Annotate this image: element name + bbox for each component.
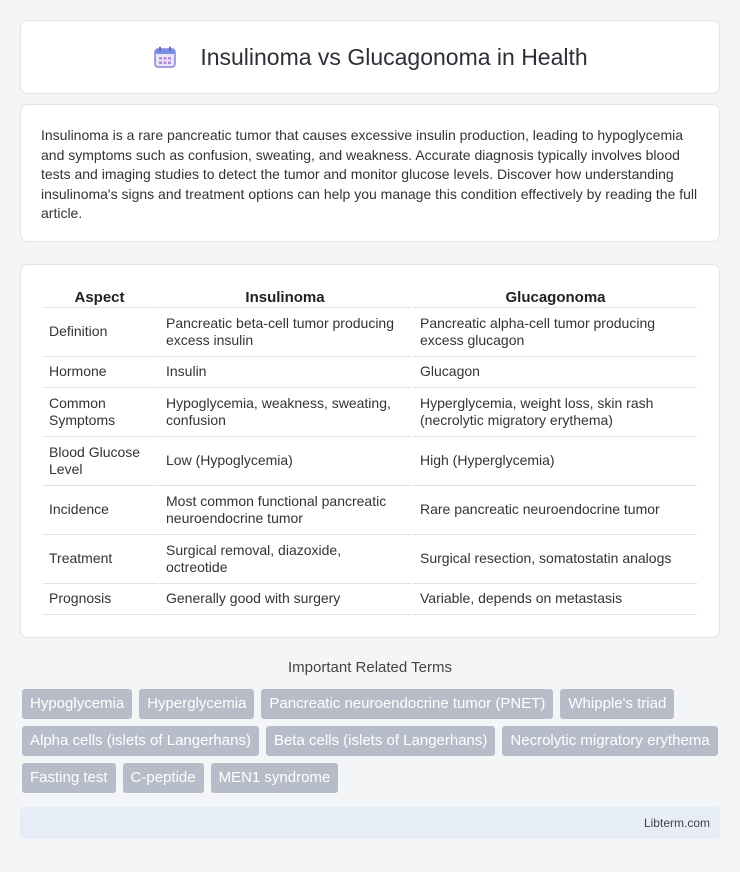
cell-glucagonoma: Hyperglycemia, weight loss, skin rash (necrolytic migratory erythema): [410, 388, 697, 437]
comparison-table-card: [20, 264, 720, 638]
table-row: [43, 535, 697, 584]
related-term-tag[interactable]: Hyperglycemia: [139, 689, 254, 719]
header-aspect: Aspect: [43, 286, 156, 308]
cell-aspect: Common Symptoms: [43, 388, 156, 437]
cell-insulinoma: Generally good with surgery: [156, 584, 410, 615]
cell-insulinoma: Pancreatic beta-cell tumor producing excess insulin: [156, 308, 410, 357]
cell-aspect: Incidence: [43, 486, 156, 535]
cell-insulinoma: Low (Hypoglycemia): [156, 437, 410, 486]
cell-insulinoma: Surgical removal, diazoxide, octreotide: [156, 535, 410, 584]
table-row: [43, 388, 697, 437]
table-row: [43, 584, 697, 615]
header-glucagonoma: Glucagonoma: [410, 286, 697, 308]
cell-aspect: Blood Glucose Level: [43, 437, 156, 486]
related-term-tag[interactable]: Hypoglycemia: [22, 689, 132, 719]
related-term-tag[interactable]: C-peptide: [123, 763, 204, 793]
header-insulinoma: Insulinoma: [156, 286, 410, 308]
related-term-tag[interactable]: MEN1 syndrome: [211, 763, 339, 793]
related-terms-list: [22, 689, 718, 793]
intro-card: [20, 104, 720, 242]
related-term-tag[interactable]: Alpha cells (islets of Langerhans): [22, 726, 259, 756]
cell-glucagonoma: Variable, depends on metastasis: [410, 584, 697, 615]
related-term-tag[interactable]: Beta cells (islets of Langerhans): [266, 726, 495, 756]
table-row: [43, 308, 697, 357]
cell-insulinoma: Insulin: [156, 357, 410, 388]
cell-glucagonoma: High (Hyperglycemia): [410, 437, 697, 486]
related-term-tag[interactable]: Pancreatic neuroendocrine tumor (PNET): [261, 689, 553, 719]
footer: [20, 807, 720, 839]
cell-glucagonoma: Rare pancreatic neuroendocrine tumor: [410, 486, 697, 535]
table-header-row: [43, 286, 697, 308]
cell-glucagonoma: Pancreatic alpha-cell tumor producing excess glucagon: [410, 308, 697, 357]
cell-insulinoma: Most common functional pancreatic neuroendocrine tumor: [156, 486, 410, 535]
cell-aspect: Treatment: [43, 535, 156, 584]
cell-aspect: Definition: [43, 308, 156, 357]
footer-site-link[interactable]: Libterm.com: [643, 816, 710, 830]
cell-insulinoma: Hypoglycemia, weakness, sweating, confusion: [156, 388, 410, 437]
related-terms-title: Important Related Terms: [288, 659, 452, 676]
related-term-tag[interactable]: Necrolytic migratory erythema: [502, 726, 717, 756]
cell-aspect: Prognosis: [43, 584, 156, 615]
header-card: [20, 20, 720, 94]
intro-text: Insulinoma is a rare pancreatic tumor that causes excessive insulin production, leading to hypoglycemia and symptoms such as confusion, sweating, and weakness. Accurate diagnosis typically involves blood tests and imaging studies to detect the tumor and monitor glucose levels. Discover how understanding insulinoma's signs and treatment options can help you manage this condition effectively by reading the full article.: [41, 127, 698, 222]
cell-glucagonoma: Glucagon: [410, 357, 697, 388]
cell-aspect: Hormone: [43, 357, 156, 388]
page-title: Insulinoma vs Glucagonoma in Health: [200, 43, 588, 70]
table-row: [43, 437, 697, 486]
comparison-table: [43, 286, 697, 615]
related-term-tag[interactable]: Fasting test: [22, 763, 116, 793]
cell-glucagonoma: Surgical resection, somatostatin analogs: [410, 535, 697, 584]
table-row: [43, 486, 697, 535]
calendar-icon: [152, 44, 178, 70]
table-row: [43, 357, 697, 388]
related-term-tag[interactable]: Whipple's triad: [560, 689, 674, 719]
